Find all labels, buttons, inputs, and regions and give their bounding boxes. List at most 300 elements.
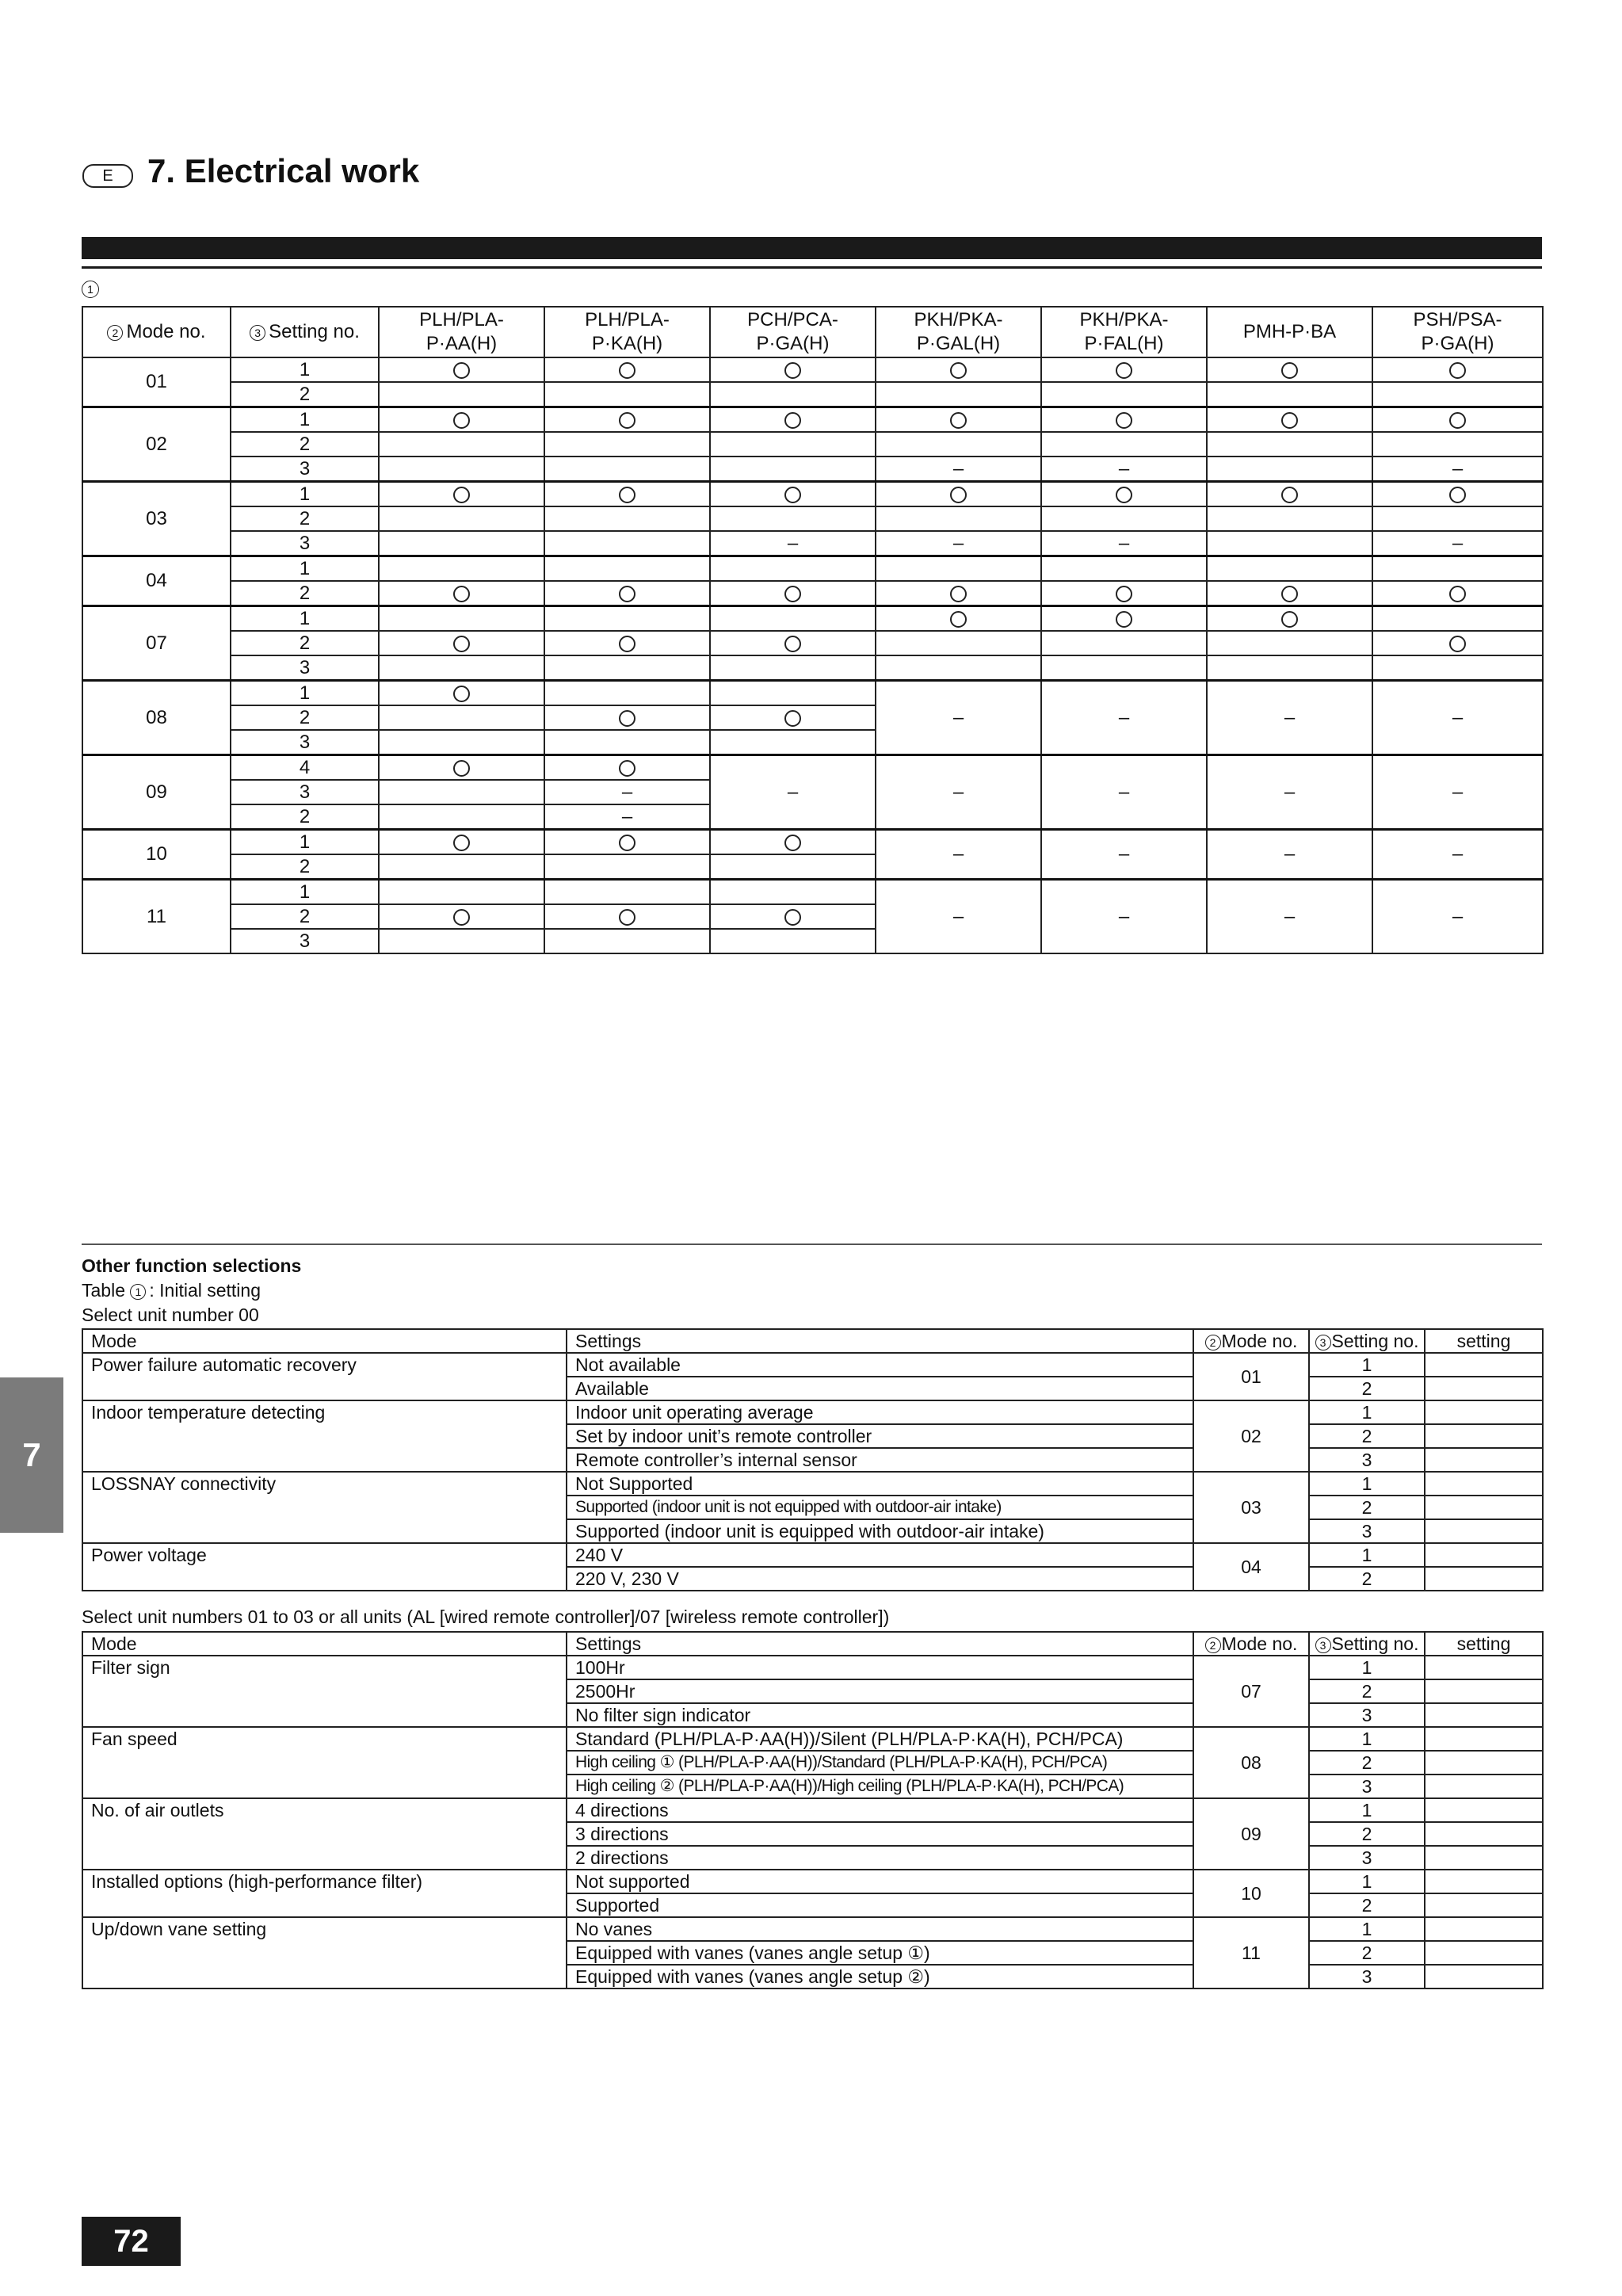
- table-cell: [710, 854, 876, 880]
- setting-no-cell: 1: [1309, 1472, 1425, 1496]
- setting-no-cell: 1: [231, 482, 379, 507]
- mode-no-cell: 10: [82, 830, 231, 880]
- table-cell: [1041, 482, 1207, 507]
- settings-cell: Available: [567, 1377, 1193, 1400]
- settings-cell: Not available: [567, 1353, 1193, 1377]
- mode-cell: Power failure automatic recovery: [82, 1353, 567, 1400]
- supported-mark: [784, 362, 801, 379]
- model-header: PMH-P·BA: [1207, 307, 1372, 357]
- setting-value-cell[interactable]: [1425, 1870, 1543, 1893]
- table-cell: [379, 606, 544, 632]
- setting-no-cell: 3: [1309, 1775, 1425, 1798]
- not-applicable-mark: –: [1118, 781, 1130, 803]
- supported-mark: [1449, 636, 1466, 652]
- setting-value-cell[interactable]: [1425, 1703, 1543, 1727]
- title-rule: [82, 266, 1542, 269]
- table-cell: [379, 457, 544, 482]
- not-applicable-mark: –: [952, 532, 964, 554]
- settings-cell: 100Hr: [567, 1656, 1193, 1679]
- table-cell: [544, 804, 710, 830]
- setting-value-cell[interactable]: [1425, 1822, 1543, 1846]
- not-applicable-mark: –: [1284, 706, 1296, 728]
- table-cell: [544, 705, 710, 730]
- table-cell: [876, 407, 1041, 433]
- table-cell: [1372, 482, 1543, 507]
- mode-cell: Up/down vane setting: [82, 1917, 567, 1988]
- table-cell: [544, 655, 710, 681]
- table-cell: [710, 432, 876, 457]
- setting-no-cell: 1: [1309, 1543, 1425, 1567]
- unit00-function-table: [82, 1328, 1544, 1591]
- table-cell: [544, 830, 710, 855]
- table-row: [82, 531, 1543, 556]
- table-cell: [544, 904, 710, 929]
- setting-value-cell[interactable]: [1425, 1727, 1543, 1751]
- table-cell: [1041, 432, 1207, 457]
- setting-value-cell[interactable]: [1425, 1679, 1543, 1703]
- settings-cell: No vanes: [567, 1917, 1193, 1941]
- supported-mark: [1281, 611, 1298, 628]
- setting-no-cell: 2: [231, 631, 379, 655]
- not-applicable-mark: –: [1118, 457, 1130, 479]
- supported-mark: [619, 710, 635, 727]
- settings-cell: 3 directions: [567, 1822, 1193, 1846]
- mode-cell: Power voltage: [82, 1543, 567, 1591]
- table-cell: [1372, 581, 1543, 606]
- table-cell: [1207, 482, 1372, 507]
- settings-cell: Set by indoor unit’s remote controller: [567, 1424, 1193, 1448]
- setting-no-cell: 1: [231, 606, 379, 632]
- not-applicable-mark: –: [621, 781, 633, 803]
- table-row: [82, 581, 1543, 606]
- supported-mark: [1281, 586, 1298, 602]
- table-cell: [544, 531, 710, 556]
- table-cell: [544, 482, 710, 507]
- table-cell: [544, 880, 710, 905]
- table-cell: [1372, 382, 1543, 407]
- table-cell: [544, 506, 710, 531]
- setting-no-cell: 3: [1309, 1448, 1425, 1472]
- setting-value-cell[interactable]: [1425, 1965, 1543, 1988]
- table-cell: [876, 506, 1041, 531]
- not-applicable-mark: –: [1284, 843, 1296, 865]
- table-cell: [544, 382, 710, 407]
- table-cell: [544, 357, 710, 382]
- mode-no-cell: 09: [82, 755, 231, 830]
- table-cell: [1372, 655, 1543, 681]
- setting-no-cell: 2: [1309, 1822, 1425, 1846]
- table-cell: [544, 780, 710, 804]
- mode-no-cell: 10: [1193, 1870, 1309, 1917]
- table-cell: [710, 681, 876, 706]
- table-row: [82, 631, 1543, 655]
- col-settings: Settings: [567, 1632, 1193, 1656]
- table-cell: [1041, 407, 1207, 433]
- supported-mark: [1116, 412, 1132, 429]
- mode-no-cell: 01: [1193, 1353, 1309, 1400]
- not-applicable-mark: –: [787, 532, 799, 554]
- setting-no-cell: 2: [231, 506, 379, 531]
- setting-no-cell: 2: [231, 382, 379, 407]
- not-applicable-mark: –: [1118, 532, 1130, 554]
- setting-value-cell[interactable]: [1425, 1751, 1543, 1775]
- settings-cell: 2 directions: [567, 1846, 1193, 1870]
- setting-value-cell[interactable]: [1425, 1917, 1543, 1941]
- supported-mark: [1449, 586, 1466, 602]
- supported-mark: [784, 412, 801, 429]
- setting-value-cell[interactable]: [1425, 1496, 1543, 1519]
- table-cell: [379, 382, 544, 407]
- table-cell: [1372, 606, 1543, 632]
- model-header: PKH/PKA- P·GAL(H): [876, 307, 1041, 357]
- mode-cell: No. of air outlets: [82, 1798, 567, 1870]
- table-row: [82, 1543, 1543, 1567]
- mode-cell: Fan speed: [82, 1727, 567, 1798]
- setting-no-cell: 4: [231, 755, 379, 781]
- table-cell: [1041, 655, 1207, 681]
- table-cell: [379, 631, 544, 655]
- table-cell: [1207, 432, 1372, 457]
- settings-cell: 220 V, 230 V: [567, 1567, 1193, 1591]
- mode-no-cell: 07: [1193, 1656, 1309, 1727]
- not-applicable-mark: –: [1284, 781, 1296, 803]
- not-applicable-mark: –: [1118, 843, 1130, 865]
- table-cell: [544, 606, 710, 632]
- table-cell: [379, 755, 544, 781]
- table-cell: [1041, 357, 1207, 382]
- col-mode-no: 2 Mode no.: [1193, 1329, 1309, 1353]
- table-cell: [1207, 631, 1372, 655]
- not-applicable-mark: –: [952, 457, 964, 479]
- table-row: [82, 1727, 1543, 1751]
- not-applicable-mark: –: [1452, 781, 1464, 803]
- mode-cell: Filter sign: [82, 1656, 567, 1727]
- settings-cell: Supported: [567, 1893, 1193, 1917]
- setting-no-cell: 3: [231, 531, 379, 556]
- settings-cell: Supported (indoor unit is not equipped with outdoor-air intake): [567, 1496, 1193, 1519]
- supported-mark: [453, 412, 470, 429]
- supported-mark: [619, 909, 635, 926]
- table-row: [82, 830, 1543, 855]
- table-cell: [544, 581, 710, 606]
- supported-mark: [950, 586, 967, 602]
- supported-mark: [1116, 487, 1132, 503]
- setting-value-cell[interactable]: [1425, 1567, 1543, 1591]
- table-row: [82, 482, 1543, 507]
- mode-no-cell: 08: [1193, 1727, 1309, 1798]
- setting-no-cell: 3: [231, 929, 379, 953]
- settings-cell: Not supported: [567, 1870, 1193, 1893]
- table-row: [82, 880, 1543, 905]
- supported-mark: [950, 412, 967, 429]
- section-rule: [82, 1244, 1542, 1245]
- merged-cell: [1372, 830, 1543, 880]
- table-cell: [379, 681, 544, 706]
- table-row: [82, 1353, 1543, 1377]
- table-row: [82, 606, 1543, 632]
- mode-no-header: 2 Mode no.: [82, 307, 231, 357]
- setting-no-cell: 1: [231, 407, 379, 433]
- setting-value-cell[interactable]: [1425, 1893, 1543, 1917]
- table-cell: [876, 606, 1041, 632]
- merged-cell: [1372, 755, 1543, 830]
- col-mode-no: 2 Mode no.: [1193, 1632, 1309, 1656]
- supported-mark: [619, 487, 635, 503]
- settings-cell: Standard (PLH/PLA-P·AA(H))/Silent (PLH/PLA-P·KA(H), PCH/PCA): [567, 1727, 1193, 1751]
- merged-cell: [1041, 880, 1207, 954]
- table-row: [82, 1656, 1543, 1679]
- mode-no-cell: 02: [1193, 1400, 1309, 1472]
- table-cell: [710, 830, 876, 855]
- table-cell: [544, 457, 710, 482]
- supported-mark: [1449, 487, 1466, 503]
- model-header: PKH/PKA- P·FAL(H): [1041, 307, 1207, 357]
- table-cell: [544, 432, 710, 457]
- setting-no-cell: 2: [1309, 1751, 1425, 1775]
- supported-mark: [619, 362, 635, 379]
- table-cell: [1041, 581, 1207, 606]
- table-row: [82, 755, 1543, 781]
- col-mode: Mode: [82, 1329, 567, 1353]
- chapter-tab: 7: [0, 1377, 63, 1533]
- table-row: [82, 1917, 1543, 1941]
- setting-no-cell: 1: [1309, 1727, 1425, 1751]
- settings-cell: Not Supported: [567, 1472, 1193, 1496]
- merged-cell: [876, 880, 1041, 954]
- table-cell: [379, 880, 544, 905]
- model-header: PSH/PSA- P·GA(H): [1372, 307, 1543, 357]
- table-cell: [379, 705, 544, 730]
- table-cell: [710, 705, 876, 730]
- setting-no-cell: 2: [231, 581, 379, 606]
- supported-mark: [453, 636, 470, 652]
- setting-value-cell[interactable]: [1425, 1448, 1543, 1472]
- table-row: [82, 556, 1543, 582]
- setting-no-cell: 3: [231, 655, 379, 681]
- table-cell: [1207, 655, 1372, 681]
- setting-no-cell: 1: [231, 681, 379, 706]
- table-row: [82, 382, 1543, 407]
- table-cell: [379, 854, 544, 880]
- not-applicable-mark: –: [1452, 905, 1464, 927]
- supported-mark: [1281, 362, 1298, 379]
- not-applicable-mark: –: [952, 843, 964, 865]
- setting-value-cell[interactable]: [1425, 1543, 1543, 1567]
- setting-no-cell: 2: [1309, 1679, 1425, 1703]
- table-cell: [379, 655, 544, 681]
- table-cell: [710, 482, 876, 507]
- title-bar: [82, 237, 1542, 259]
- merged-cell: [1041, 681, 1207, 755]
- supported-mark: [619, 835, 635, 851]
- not-applicable-mark: –: [1452, 843, 1464, 865]
- supported-mark: [950, 487, 967, 503]
- supported-mark: [784, 636, 801, 652]
- table-cell: [710, 606, 876, 632]
- table-row: [82, 1472, 1543, 1496]
- setting-value-cell[interactable]: [1425, 1400, 1543, 1424]
- merged-cell: [1041, 755, 1207, 830]
- mode-no-cell: 11: [1193, 1917, 1309, 1988]
- settings-cell: High ceiling ② (PLH/PLA-P·AA(H))/High ceiling (PLH/PLA-P·KA(H), PCH/PCA): [567, 1775, 1193, 1798]
- table-note: Table 1 : Initial setting: [82, 1280, 261, 1301]
- mode-no-cell: 02: [82, 407, 231, 482]
- mode-no-cell: 11: [82, 880, 231, 954]
- col-setting: setting: [1425, 1329, 1543, 1353]
- table-cell: [1207, 506, 1372, 531]
- table-cell: [1041, 606, 1207, 632]
- col-setting-no: 3 Setting no.: [1309, 1632, 1425, 1656]
- table-cell: [710, 506, 876, 531]
- mode-no-cell: 01: [82, 357, 231, 407]
- mode-no-cell: 03: [1193, 1472, 1309, 1543]
- supported-mark: [619, 412, 635, 429]
- merged-cell: [876, 681, 1041, 755]
- table-cell: [379, 407, 544, 433]
- table-cell: [379, 482, 544, 507]
- setting-value-cell[interactable]: [1425, 1798, 1543, 1822]
- settings-cell: Supported (indoor unit is equipped with outdoor-air intake): [567, 1519, 1193, 1543]
- setting-value-cell[interactable]: [1425, 1775, 1543, 1798]
- merged-cell: [876, 830, 1041, 880]
- unit01-function-table: [82, 1631, 1544, 1989]
- setting-no-cell: 3: [1309, 1846, 1425, 1870]
- table-row: [82, 1400, 1543, 1424]
- merged-cell: [1207, 880, 1372, 954]
- table-cell: [379, 904, 544, 929]
- supported-mark: [1449, 412, 1466, 429]
- table-cell: [876, 631, 1041, 655]
- table-row: [82, 655, 1543, 681]
- model-settings-table: [82, 306, 1544, 954]
- setting-no-cell: 2: [231, 804, 379, 830]
- table-cell: [544, 929, 710, 953]
- mode-cell: Indoor temperature detecting: [82, 1400, 567, 1472]
- supported-mark: [453, 362, 470, 379]
- setting-no-header: 3 Setting no.: [231, 307, 379, 357]
- table-cell: [379, 929, 544, 953]
- table-cell: [1372, 357, 1543, 382]
- setting-no-cell: 3: [1309, 1703, 1425, 1727]
- merged-cell: [876, 755, 1041, 830]
- table-cell: [710, 457, 876, 482]
- setting-value-cell[interactable]: [1425, 1846, 1543, 1870]
- not-applicable-mark: –: [1118, 905, 1130, 927]
- table-cell: [710, 730, 876, 755]
- setting-no-cell: 2: [1309, 1941, 1425, 1965]
- mode-no-cell: 09: [1193, 1798, 1309, 1870]
- not-applicable-mark: –: [1118, 706, 1130, 728]
- setting-value-cell[interactable]: [1425, 1941, 1543, 1965]
- table-cell: [1207, 357, 1372, 382]
- table-cell: [544, 407, 710, 433]
- setting-value-cell[interactable]: [1425, 1353, 1543, 1377]
- settings-cell: Remote controller’s internal sensor: [567, 1448, 1193, 1472]
- settings-cell: 4 directions: [567, 1798, 1193, 1822]
- table-cell: [379, 581, 544, 606]
- page-title: 7. Electrical work: [147, 152, 420, 189]
- setting-value-cell[interactable]: [1425, 1656, 1543, 1679]
- table-cell: [710, 655, 876, 681]
- table-cell: [876, 655, 1041, 681]
- setting-value-cell[interactable]: [1425, 1472, 1543, 1496]
- table-cell: [1372, 457, 1543, 482]
- supported-mark: [619, 636, 635, 652]
- table-cell: [1041, 531, 1207, 556]
- supported-mark: [1281, 412, 1298, 429]
- setting-no-cell: 2: [1309, 1567, 1425, 1591]
- table-cell: [710, 556, 876, 582]
- function-table-header: [82, 1632, 1543, 1656]
- setting-value-cell[interactable]: [1425, 1519, 1543, 1543]
- col-setting: setting: [1425, 1632, 1543, 1656]
- supported-mark: [784, 835, 801, 851]
- table-cell: [710, 357, 876, 382]
- table-cell: [1372, 531, 1543, 556]
- settings-cell: 2500Hr: [567, 1679, 1193, 1703]
- supported-mark: [453, 487, 470, 503]
- setting-no-cell: 2: [1309, 1496, 1425, 1519]
- supported-mark: [784, 710, 801, 727]
- mode-no-cell: 04: [1193, 1543, 1309, 1591]
- supported-mark: [619, 760, 635, 777]
- table-cell: [710, 631, 876, 655]
- setting-no-cell: 2: [1309, 1893, 1425, 1917]
- table-cell: [1041, 506, 1207, 531]
- table-cell: [379, 357, 544, 382]
- table-cell: [1207, 382, 1372, 407]
- settings-cell: High ceiling ① (PLH/PLA-P·AA(H))/Standard (PLH/PLA-P·KA(H), PCH/PCA): [567, 1751, 1193, 1775]
- supported-mark: [784, 487, 801, 503]
- table-cell: [1372, 556, 1543, 582]
- not-applicable-mark: –: [1452, 706, 1464, 728]
- table-cell: [1207, 531, 1372, 556]
- not-applicable-mark: –: [787, 781, 799, 803]
- table1-header-row: [82, 307, 1543, 357]
- table-cell: [544, 556, 710, 582]
- setting-no-cell: 2: [231, 705, 379, 730]
- supported-mark: [453, 909, 470, 926]
- setting-no-cell: 1: [1309, 1656, 1425, 1679]
- table-cell: [544, 854, 710, 880]
- setting-no-cell: 3: [1309, 1965, 1425, 1988]
- setting-no-cell: 2: [1309, 1424, 1425, 1448]
- supported-mark: [784, 909, 801, 926]
- setting-value-cell[interactable]: [1425, 1377, 1543, 1400]
- settings-cell: Indoor unit operating average: [567, 1400, 1193, 1424]
- supported-mark: [1449, 362, 1466, 379]
- not-applicable-mark: –: [1452, 532, 1464, 554]
- table-cell: [379, 780, 544, 804]
- setting-no-cell: 3: [231, 730, 379, 755]
- settings-cell: Equipped with vanes (vanes angle setup ②): [567, 1965, 1193, 1988]
- language-badge: E: [82, 164, 133, 188]
- select-unit-00: Select unit number 00: [82, 1305, 259, 1325]
- merged-cell: [1372, 880, 1543, 954]
- table-cell: [876, 457, 1041, 482]
- table-cell: [1207, 407, 1372, 433]
- table-cell: [876, 382, 1041, 407]
- merged-cell: [1207, 755, 1372, 830]
- supported-mark: [453, 586, 470, 602]
- select-unit-01-03: Select unit numbers 01 to 03 or all units (AL [wired remote controller]/07 [wireless remote controller]): [82, 1606, 890, 1627]
- setting-value-cell[interactable]: [1425, 1424, 1543, 1448]
- supported-mark: [784, 586, 801, 602]
- table-row: [82, 1870, 1543, 1893]
- supported-mark: [453, 760, 470, 777]
- settings-cell: No filter sign indicator: [567, 1703, 1193, 1727]
- table-row: [82, 457, 1543, 482]
